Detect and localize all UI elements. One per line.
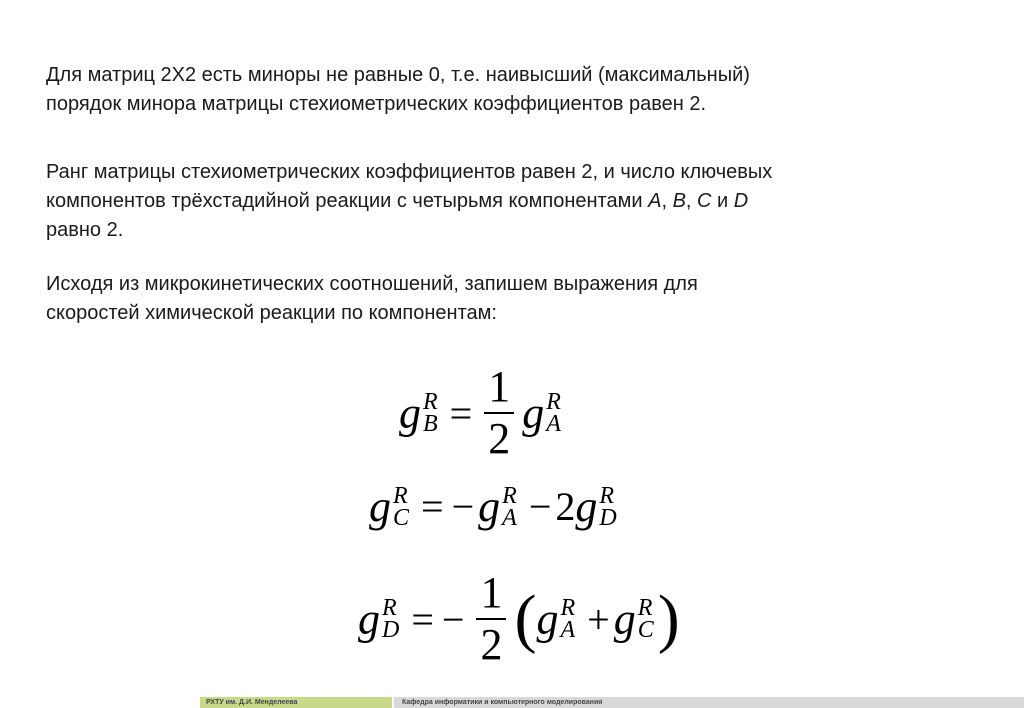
sup-sub bbox=[502, 482, 517, 531]
p3-line1: Исходя из микрокинетических соотношений, запишем выражения для bbox=[46, 273, 698, 295]
sup-sub bbox=[382, 597, 399, 641]
superscript: R bbox=[423, 389, 438, 415]
p1-line1: Для матриц 2Х2 есть миноры не равные 0, т.е. наивысший (максимальный) bbox=[46, 64, 750, 86]
minus-sign: − bbox=[528, 484, 552, 529]
comma: , bbox=[685, 190, 698, 212]
p1-line2: порядок минора матрицы стехиометрических коэффициентов равен 2. bbox=[46, 93, 707, 115]
subscript: C bbox=[637, 617, 654, 643]
subscript: B bbox=[423, 411, 438, 437]
sup-sub bbox=[638, 597, 654, 641]
symbol-g: g bbox=[575, 482, 598, 531]
symbol-g: g bbox=[399, 388, 421, 438]
superscript: R bbox=[560, 595, 576, 621]
minus-sign: − bbox=[451, 484, 475, 529]
left-paren: ( bbox=[514, 582, 537, 655]
subscript: C bbox=[393, 504, 410, 531]
symbol-g: g bbox=[358, 594, 380, 644]
var-c: C bbox=[697, 190, 712, 212]
footer-university: РХТУ им. Д.И. Менделеева bbox=[200, 697, 392, 708]
denominator: 2 bbox=[480, 620, 503, 669]
equals-sign: = bbox=[421, 484, 444, 529]
paragraph-kinetics bbox=[46, 270, 986, 328]
symbol-g: g bbox=[478, 482, 501, 531]
sup-sub bbox=[393, 482, 410, 531]
var-a: A bbox=[648, 190, 662, 212]
p2-line2-prefix: компонентов трёхстадийной реакции с четырьмя компонентами bbox=[46, 190, 649, 212]
right-paren: ) bbox=[657, 582, 680, 655]
subscript: A bbox=[546, 411, 561, 437]
superscript: R bbox=[599, 482, 615, 509]
subscript: D bbox=[599, 504, 617, 531]
sup-sub bbox=[599, 482, 617, 531]
p2-line3: равно 2. bbox=[46, 219, 124, 241]
comma: , bbox=[661, 190, 673, 212]
equation-gb bbox=[399, 362, 565, 464]
numerator: 1 bbox=[484, 362, 514, 414]
p3-line2: скоростей химической реакции по компонентам: bbox=[46, 302, 497, 324]
denominator: 2 bbox=[488, 414, 511, 463]
equation-gd bbox=[358, 568, 680, 670]
subscript: D bbox=[382, 617, 400, 643]
paragraph-rank bbox=[46, 158, 986, 245]
sup-sub bbox=[546, 391, 561, 435]
equals-sign: = bbox=[411, 596, 434, 642]
superscript: R bbox=[393, 482, 408, 509]
symbol-g: g bbox=[613, 594, 636, 644]
fraction bbox=[484, 362, 514, 464]
fraction bbox=[476, 568, 506, 670]
subscript: A bbox=[502, 504, 517, 531]
footer-bar bbox=[200, 697, 1024, 708]
superscript: R bbox=[502, 482, 517, 509]
subscript: A bbox=[560, 617, 576, 643]
sup-sub bbox=[423, 391, 438, 435]
p2-line1: Ранг матрицы стехиометрических коэффициентов равен 2, и число ключевых bbox=[46, 161, 773, 183]
sup-sub bbox=[560, 597, 575, 641]
plus-sign: + bbox=[587, 596, 610, 642]
superscript: R bbox=[382, 595, 397, 621]
footer-department: Кафедра информатики и компьютерного моделирования bbox=[394, 697, 1024, 708]
minus-sign: − bbox=[441, 596, 465, 642]
var-d: D bbox=[733, 190, 749, 212]
superscript: R bbox=[546, 389, 561, 415]
equals-sign: = bbox=[449, 390, 473, 436]
symbol-g: g bbox=[369, 482, 391, 531]
conj-and: и bbox=[711, 190, 734, 212]
symbol-g: g bbox=[536, 594, 559, 644]
paragraph-minors bbox=[46, 61, 986, 119]
equation-gc bbox=[369, 481, 621, 532]
symbol-g: g bbox=[522, 388, 545, 438]
numerator: 1 bbox=[476, 568, 506, 620]
coefficient: 2 bbox=[555, 484, 576, 529]
var-b: B bbox=[672, 190, 686, 212]
superscript: R bbox=[637, 595, 653, 621]
